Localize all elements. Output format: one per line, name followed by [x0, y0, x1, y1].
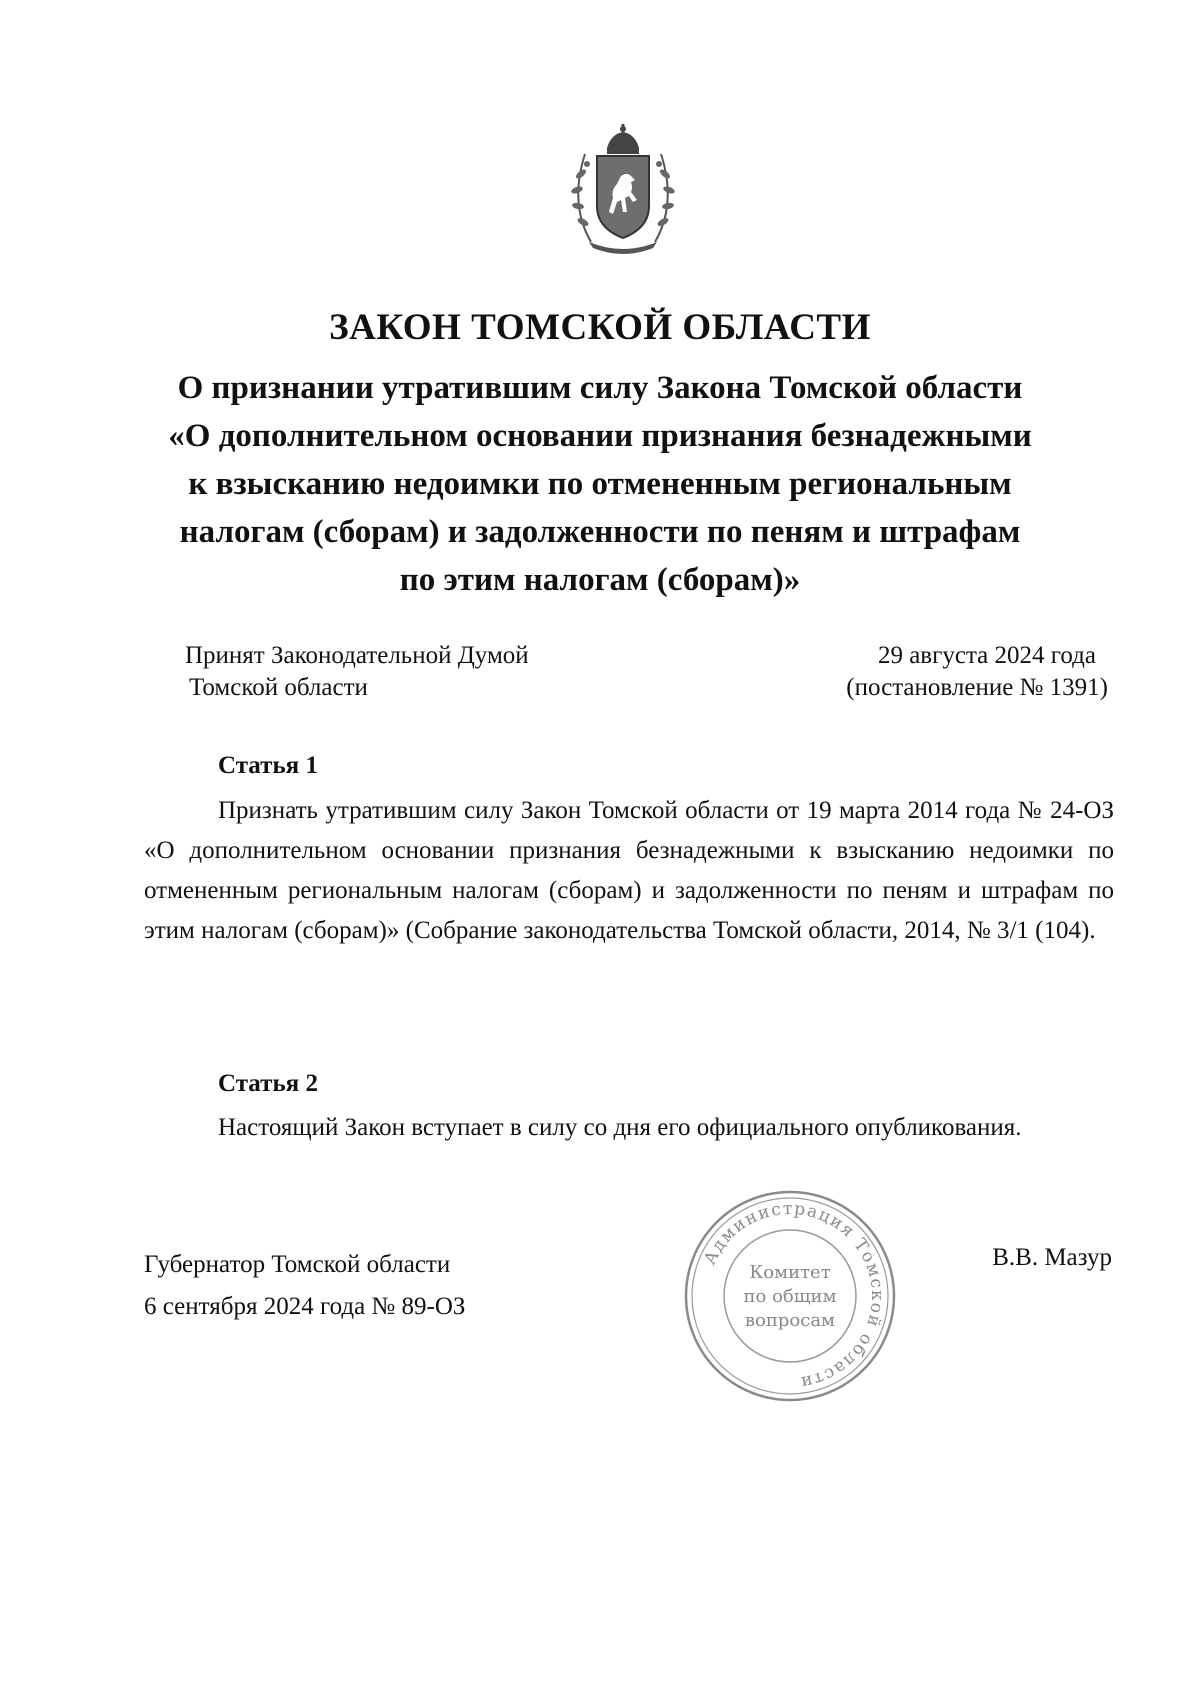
adopted-body-line: Томской области	[189, 674, 368, 701]
seal-center-line: Комитет	[749, 1262, 831, 1283]
law-date-number: 6 сентября 2024 года № 89-ОЗ	[144, 1293, 466, 1320]
adopted-by	[185, 640, 529, 704]
article-2-text: Настоящий Закон вступает в силу со дня его официального опубликования.	[218, 1114, 1022, 1141]
subtitle-line: к взысканию недоимки по отмененным региональным	[188, 466, 1012, 502]
article-2-heading: Статья 2	[218, 1070, 318, 1097]
tomsk-coat-of-arms-icon	[561, 124, 685, 256]
article-1-text: Признать утратившим силу Закон Томской области от 19 марта 2014 года № 24-ОЗ «О дополнительном основании признания безнадежными к взысканию недоимки по отмененным региональным налогам (сборам) и задолженности по пеням и штрафам по этим налогам (сборам)» (Собрание законодательства Томской области, 2014, № 3/1 (104).	[144, 797, 1114, 944]
signature-block	[144, 1244, 465, 1328]
adoption-resolution: (постановление № 1391)	[846, 674, 1108, 701]
subtitle-line: налогам (сборам) и задолженности по пеням и штрафам	[179, 514, 1021, 550]
signatory-position: Губернатор Томской области	[144, 1251, 451, 1278]
adoption-date	[846, 640, 1108, 704]
subtitle-line: «О дополнительном основании признания безнадежными	[168, 418, 1032, 454]
subtitle-line: О признании утратившим силу Закона Томской области	[177, 370, 1023, 406]
seal-ring-text: Администрация Томской области	[700, 1198, 888, 1393]
subtitle-line: по этим налогам (сборам)»	[399, 562, 801, 598]
seal-center-line: вопросам	[744, 1310, 836, 1331]
signatory-name: В.В. Мазур	[992, 1244, 1112, 1271]
law-subtitle	[130, 364, 1070, 604]
article-1-heading: Статья 1	[218, 752, 318, 779]
seal-center-line: по общим	[743, 1286, 837, 1307]
adopted-body-line: Принят Законодательной Думой	[185, 642, 529, 669]
law-title: ЗАКОН ТОМСКОЙ ОБЛАСТИ	[329, 307, 871, 348]
official-seal-stamp	[680, 1186, 900, 1406]
adoption-date-text: 29 августа 2024 года	[877, 642, 1096, 669]
